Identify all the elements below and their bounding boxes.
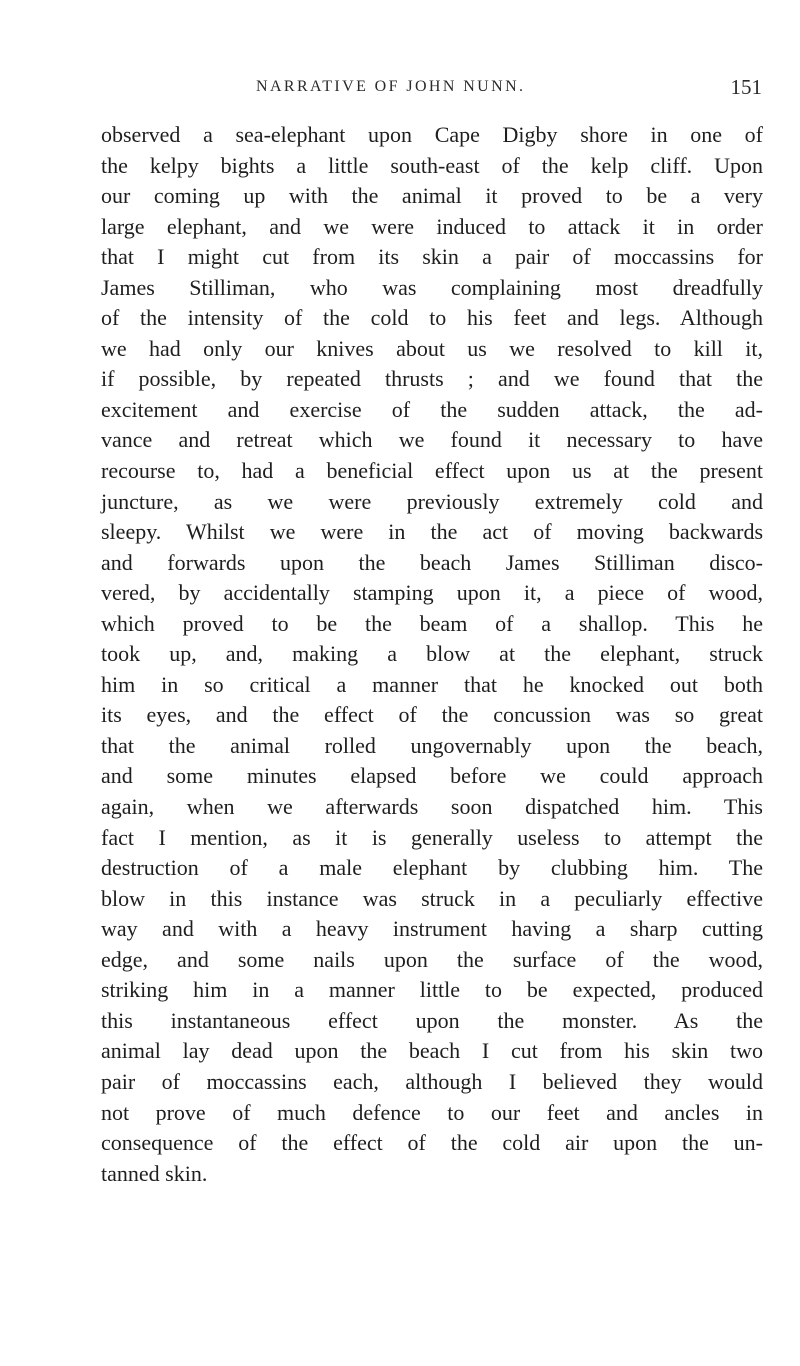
text-line: consequence of the effect of the cold air upon the un- xyxy=(101,1130,763,1156)
text-line: way and with a heavy instrument having a sharp cutting xyxy=(101,916,763,942)
page-number: 151 xyxy=(730,75,762,99)
text-line: and forwards upon the beach James Stilliman disco- xyxy=(101,549,763,575)
text-line: took up, and, making a blow at the elephant, struck xyxy=(101,641,763,667)
text-line: we had only our knives about us we resolved to kill it, xyxy=(101,335,763,361)
text-line: blow in this instance was struck in a peculiarly effective xyxy=(101,885,763,911)
text-line: and some minutes elapsed before we could approach xyxy=(101,763,763,789)
text-line: which proved to be the beam of a shallop. This he xyxy=(101,610,763,636)
text-line: our coming up with the animal it proved to be a very xyxy=(101,183,763,209)
text-line: fact I mention, as it is generally useless to attempt the xyxy=(101,824,763,850)
text-line: the kelpy bights a little south-east of the kelp cliff. Upon xyxy=(101,152,763,178)
text-line: James Stilliman, who was complaining most dreadfully xyxy=(101,274,763,300)
text-line: of the intensity of the cold to his feet and legs. Although xyxy=(101,305,763,331)
text-line: sleepy. Whilst we were in the act of moving backwards xyxy=(101,519,763,545)
text-line: recourse to, had a beneficial effect upon us at the present xyxy=(101,458,763,484)
body-paragraph xyxy=(101,120,763,1189)
text-line: observed a sea-elephant upon Cape Digby shore in one of xyxy=(101,122,763,147)
text-line: edge, and some nails upon the surface of the wood, xyxy=(101,946,763,972)
text-line: not prove of much defence to our feet and ancles in xyxy=(101,1099,763,1125)
text-line: juncture, as we were previously extremely cold and xyxy=(101,488,763,514)
text-line: excitement and exercise of the sudden attack, the ad- xyxy=(101,396,763,422)
text-line: tanned skin. xyxy=(101,1160,208,1186)
text-line: vered, by accidentally stamping upon it, a piece of wood, xyxy=(101,580,763,606)
text-line: large elephant, and we were induced to attack it in order xyxy=(101,213,763,239)
text-line: that I might cut from its skin a pair of moccassins for xyxy=(101,244,763,270)
text-line: this instantaneous effect upon the monster. As the xyxy=(101,1007,763,1033)
text-line: vance and retreat which we found it necessary to have xyxy=(101,427,763,453)
text-line: destruction of a male elephant by clubbing him. The xyxy=(101,855,763,881)
text-line: again, when we afterwards soon dispatched him. This xyxy=(101,794,763,820)
text-line: pair of moccassins each, although I believed they would xyxy=(101,1068,763,1094)
text-line: striking him in a manner little to be expected, produced xyxy=(101,977,763,1003)
text-line: that the animal rolled ungovernably upon the beach, xyxy=(101,732,763,758)
text-line: him in so critical a manner that he knocked out both xyxy=(101,671,763,697)
running-title: NARRATIVE OF JOHN NUNN. xyxy=(256,78,526,95)
text-line: animal lay dead upon the beach I cut from his skin two xyxy=(101,1038,763,1064)
text-line: its eyes, and the effect of the concussion was so great xyxy=(101,702,763,728)
running-head xyxy=(100,75,762,106)
text-line: if possible, by repeated thrusts ; and we found that the xyxy=(101,366,763,392)
